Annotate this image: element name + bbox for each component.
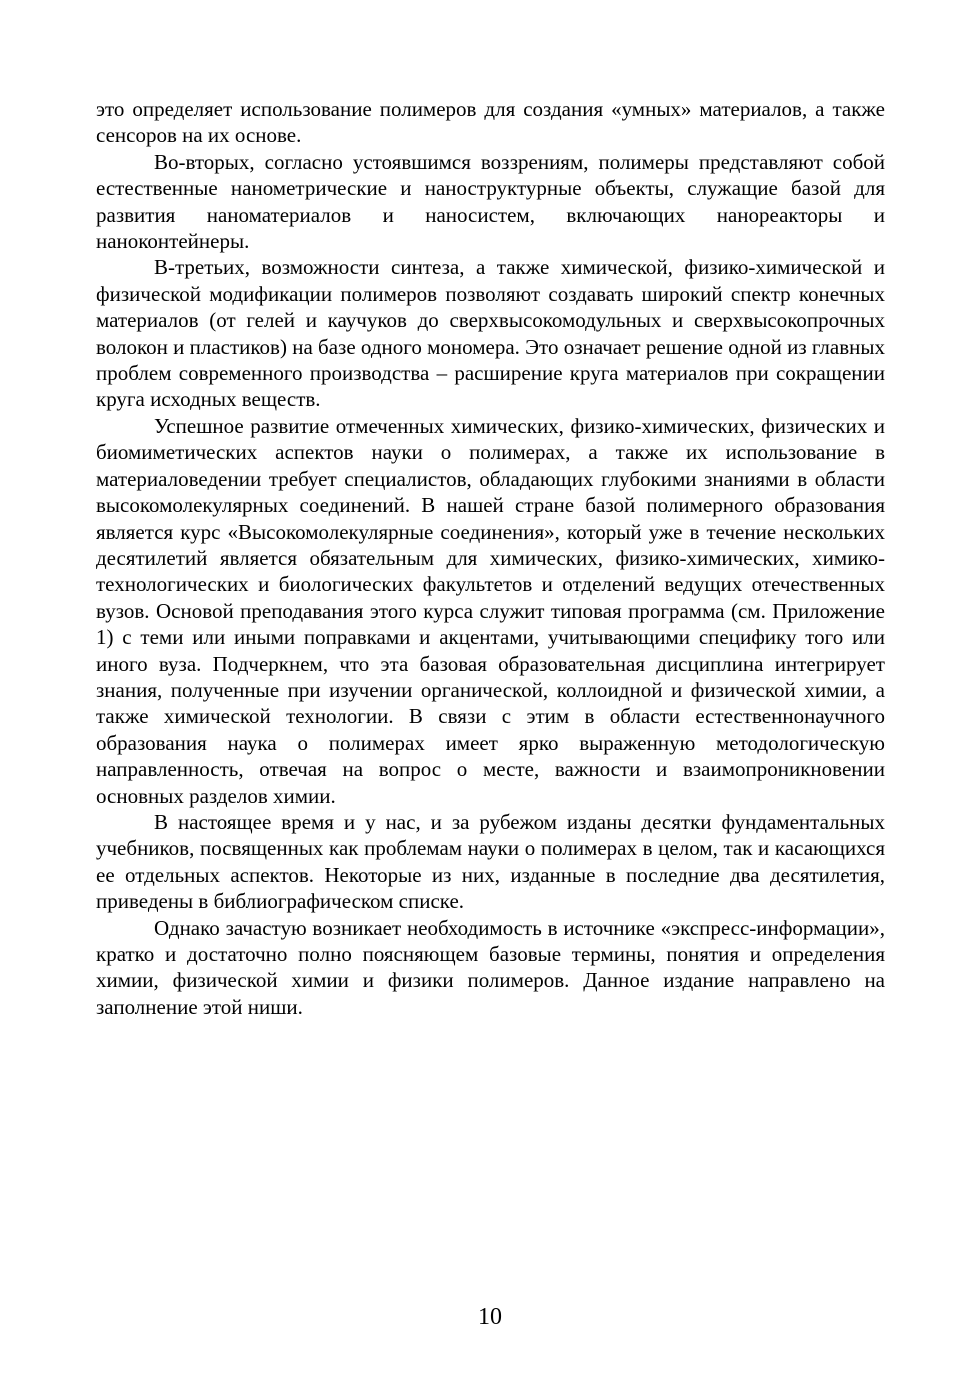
paragraph-third-point: В-третьих, возможности синтеза, а также химической, физико-химической и физической модификации полимеров позволяют создавать широкий спектр конечных материалов (от гелей и каучуков до сверхвысокомодульных и сверхвысокопрочных волокон и пластиков) на базе одного мономера. Это означает решение одной из главных проблем современного производства – расширение круга материалов при сокращении круга исходных веществ. <box>96 255 885 412</box>
paragraph-purpose: Однако зачастую возникает необходимость в источнике «экспресс-информации», кратко и достаточно полно поясняющем базовые термины, понятия и определения химии, физической химии и физики полимеров. Данное издание направлено на заполнение этой ниши. <box>96 915 885 1019</box>
paragraph-continuation: это определяет использование полимеров для создания «умных» материалов, а также сенсоров на их основе. <box>96 97 885 148</box>
page-number: 10 <box>478 1304 502 1330</box>
paragraph-education: Успешное развитие отмеченных химических, физико-химических, физических и биомиметических аспектов науки о полимерах, а также их использование в материаловедении требует специалистов, обладающих глубокими знаниями в области высокомолекулярных соединений. В нашей стране базой полимерного образования является курс «Высокомолекулярные соединения», который уже в течение нескольких десятилетий является обязательным для химических, физико-химических, химико-технологических и биологических факультетов и отделений ведущих отечественных вузов. Основой преподавания этого курса служит типовая программа (см. Приложение 1) с теми или иными поправками и акцентами, учитывающими специфику того или иного вуза. Подчеркнем, что эта базовая образовательная дисциплина интегрирует знания, полученные при изучении органической, коллоидной и физической химии, а также химической технологии. В связи с этим в области естественнонаучного образования наука о полимерах имеет ярко выраженную методологическую направленность, отвечая на вопрос о месте, важности и взаимопроникновении основных разделов химии. <box>96 413 885 808</box>
page-body <box>96 96 885 1020</box>
paragraph-textbooks: В настоящее время и у нас, и за рубежом изданы десятки фундаментальных учебников, посвященных как проблемам науки о полимерах в целом, так и касающихся ее отдельных аспектов. Некоторые из них, изданные в последние два десятилетия, приведены в библиографическом списке. <box>96 809 885 914</box>
paragraph-second-point: Во-вторых, согласно устоявшимся воззрениям, полимеры представляют собой естественные нанометрические и наноструктурные объекты, служащие базой для развития наноматериалов и наносистем, включающих нанореакторы и наноконтейнеры. <box>96 149 885 254</box>
